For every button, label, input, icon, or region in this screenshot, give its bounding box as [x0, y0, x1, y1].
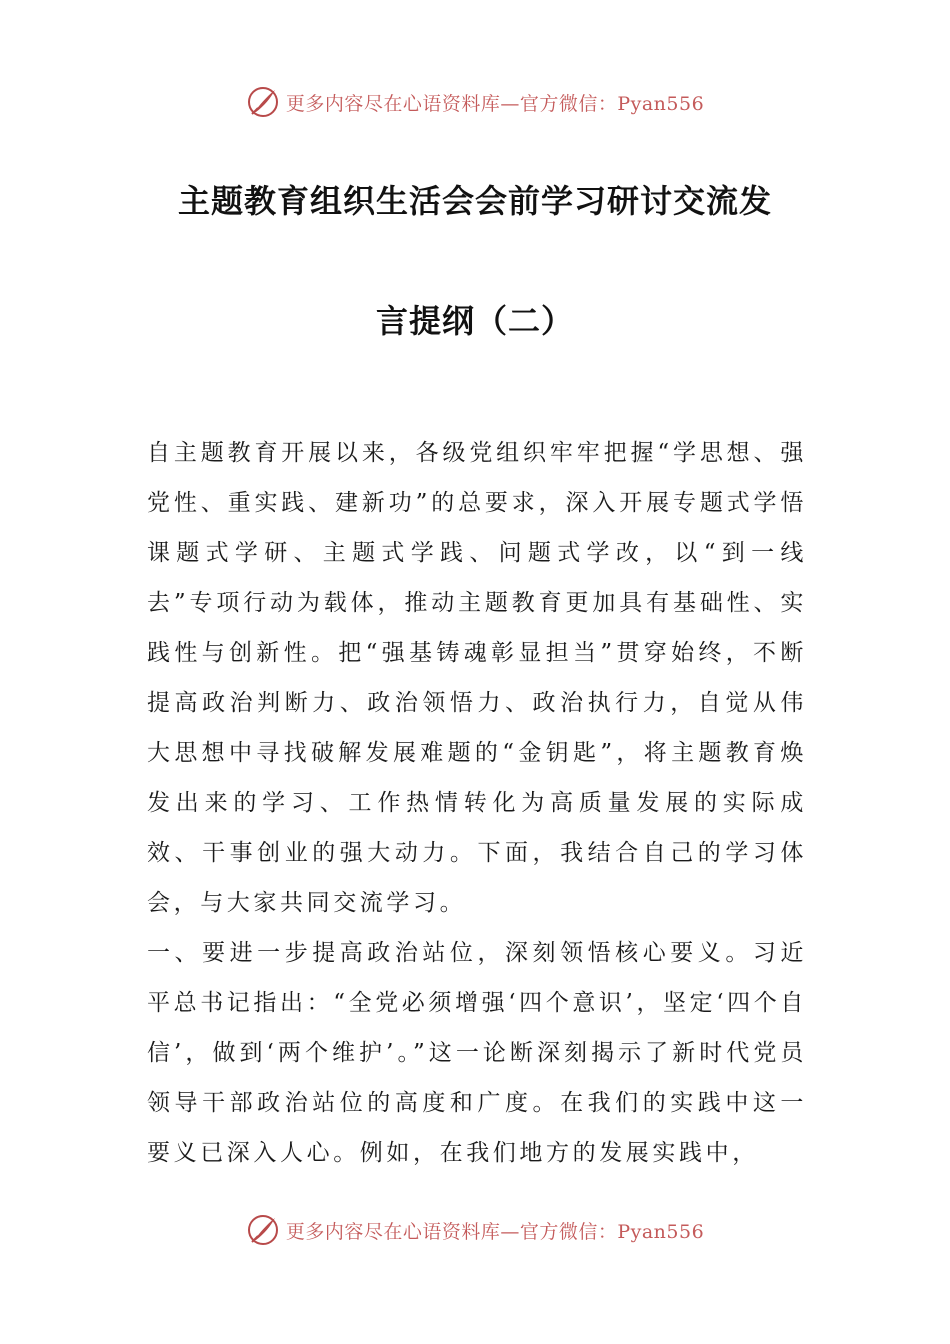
- quill-logo-icon: [246, 1213, 280, 1247]
- watermark-text: 更多内容尽在心语资料库—官方微信：Pyan556: [285, 92, 705, 115]
- document-title-line-2: 言提纲（二）: [375, 302, 574, 340]
- quill-logo-icon: [246, 85, 280, 119]
- watermark-footer: [0, 1210, 950, 1250]
- watermark-text: 更多内容尽在心语资料库—官方微信：Pyan556: [285, 1220, 705, 1243]
- watermark-header: [0, 82, 950, 122]
- document-title-line-1: 主题教育组织生活会会前学习研讨交流发: [177, 182, 772, 220]
- paragraph-section-1: 一、要进一步提高政治站位，深刻领悟核心要义。习近平总书记指出：“全党必须增强‘四个意识’，坚定‘四个自信’，做到‘两个维护’。”这一论断深刻揭示了新时代党员领导干部政治站位的高度和广度。在我们的实践中这一要义已深入人心。例如，在我们地方的发展实践中，: [147, 940, 807, 1166]
- document-body: [147, 428, 807, 1178]
- paragraph-intro: 自主题教育开展以来，各级党组织牢牢把握“学思想、强党性、重实践、建新功”的总要求，深入开展专题式学悟课题式学研、主题式学践、问题式学改，以“到一线去”专项行动为载体，推动主题教育更加具有基础性、实践性与创新性。把“强基铸魂彰显担当”贯穿始终，不断提高政治判断力、政治领悟力、政治执行力，自觉从伟大思想中寻找破解发展难题的“金钥匙”，将主题教育焕发出来的学习、工作热情转化为高质量发展的实际成效、干事创业的强大动力。下面，我结合自己的学习体会，与大家共同交流学习。: [147, 440, 807, 916]
